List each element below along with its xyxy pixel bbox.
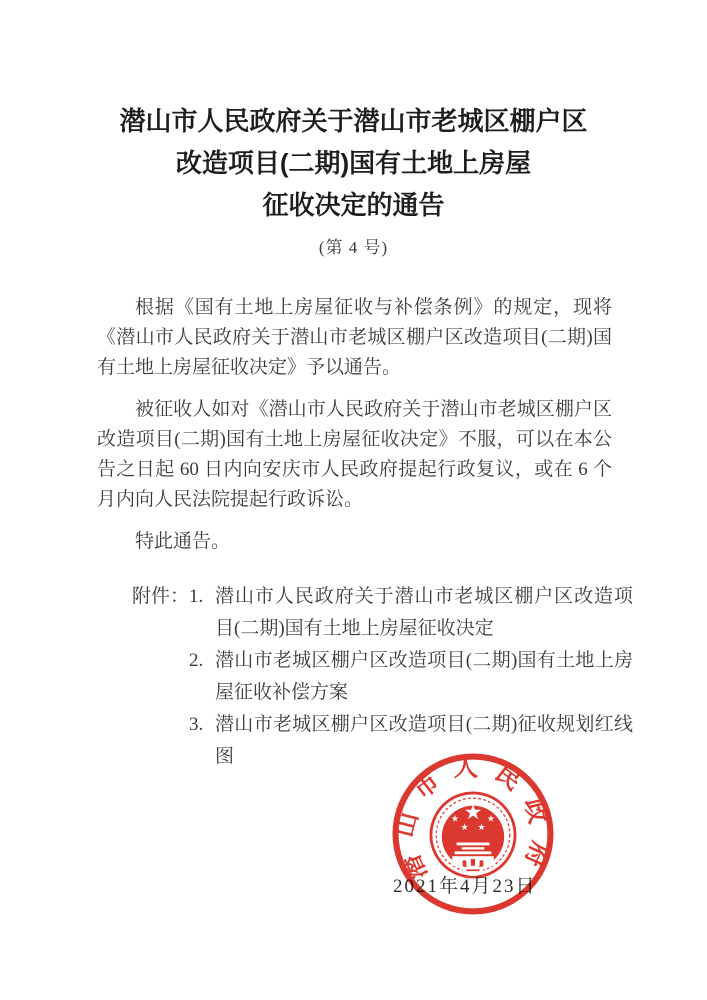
paragraph-basis: 根据《国有土地上房屋征收与补偿条例》的规定，现将《潜山市人民政府关于潜山市老城区棚户区改造项目(二期)国有土地上房屋征收决定》予以通告。 <box>97 297 612 378</box>
notice-body <box>97 293 612 557</box>
attachments-label: 附件： <box>132 586 190 607</box>
attachments-items <box>189 581 633 773</box>
title-line-1: 潜山市人民政府关于潜山市老城区棚户区 <box>119 106 588 136</box>
small-star-icon: ★ <box>486 814 495 825</box>
small-star-icon: ★ <box>460 822 469 833</box>
attachment-text: 潜山市人民政府关于潜山市老城区棚户区改造项目(二期)国有土地上房屋征收决定 <box>215 586 633 639</box>
attachments-list <box>132 581 633 773</box>
paragraph-appeal-rights: 被征收人如对《潜山市人民政府关于潜山市老城区棚户区改造项目(二期)国有土地上房屋征收决定》不服，可以在本公告之日起 60 日内向安庆市人民政府提起行政复议，或在 6 个月内向人民法院提起行政诉讼。 <box>97 399 612 510</box>
issue-date: 2021年4月23日 <box>393 876 537 897</box>
document-title <box>60 100 647 226</box>
attachment-number: 3. <box>189 714 204 735</box>
title-line-3: 征收决定的通告 <box>262 190 445 220</box>
small-star-icon: ★ <box>477 822 486 833</box>
title-line-2: 改造项目(二期)国有土地上房屋 <box>175 148 532 178</box>
attachment-number: 1. <box>189 586 204 607</box>
doc-number: (第 4 号) <box>318 238 389 257</box>
seal-arc-text: 潜山市人民政府 <box>391 754 555 884</box>
national-emblem-icon <box>431 793 515 877</box>
official-seal <box>388 749 558 919</box>
attachment-number: 2. <box>189 650 204 671</box>
paragraph-closing: 特此通告。 <box>135 531 231 552</box>
attachment-item <box>189 581 633 645</box>
attachment-text: 潜山市老城区棚户区改造项目(二期)征收规划红线图 <box>215 714 633 767</box>
attachment-text: 潜山市老城区棚户区改造项目(二期)国有土地上房屋征收补偿方案 <box>215 650 633 703</box>
attachment-item <box>189 645 633 709</box>
small-star-icon: ★ <box>451 814 460 825</box>
big-star-icon: ★ <box>463 799 483 824</box>
